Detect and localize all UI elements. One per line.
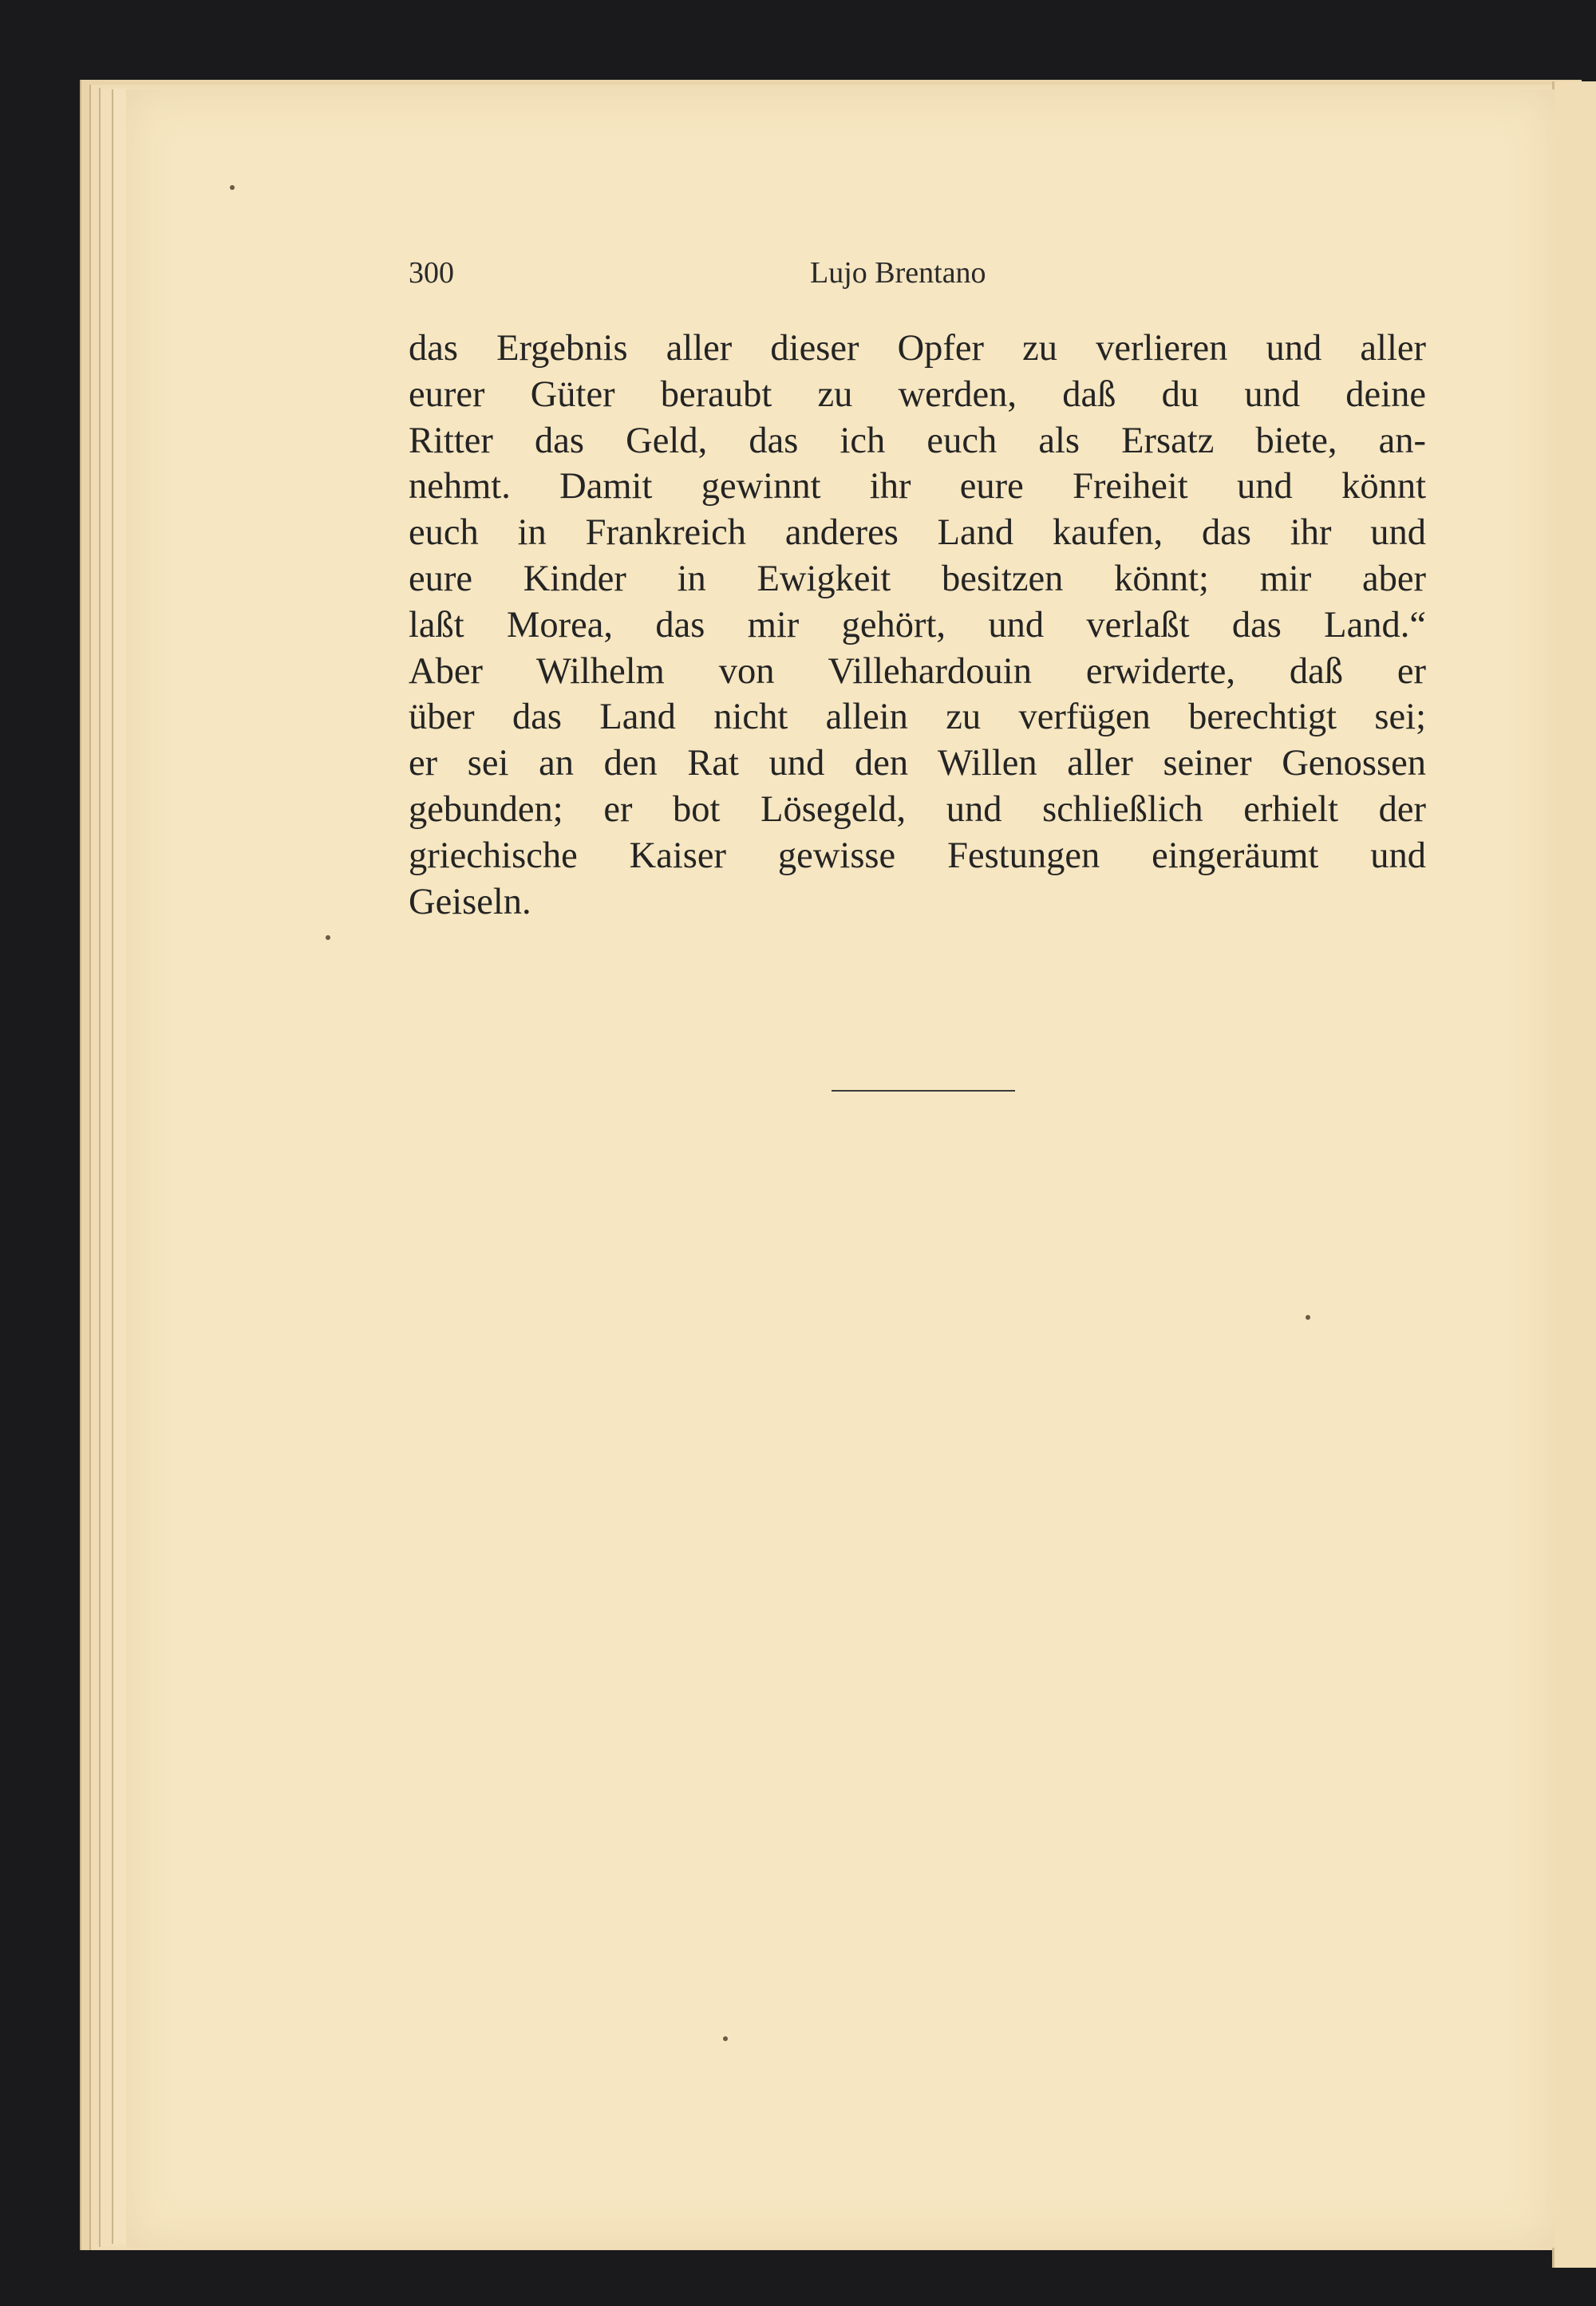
text-line: über das Land nicht allein zu verfügen berechtigt sei; [409,697,1426,738]
text-line: er sei an den Rat und den Willen aller seiner Genossen [409,743,1426,784]
text-line: Aber Wilhelm von Villehardouin erwiderte, daß er [409,650,1426,692]
text-line: Ritter das Geld, das ich euch als Ersatz biete, an- [409,420,1426,461]
page-number: 300 [409,256,454,290]
paper-speck [326,935,330,940]
text-line: laßt Morea, das mir gehört, und verlaßt das Land.“ [409,604,1426,646]
text-line: Geiseln. [409,881,531,922]
paper-speck [723,2036,728,2041]
section-end-rule [832,1090,1015,1092]
text-line: euch in Frankreich anderes Land kaufen, das ihr und [409,512,1426,554]
paper-speck [230,185,235,190]
text-line: gebunden; er bot Lösegeld, und schließlich erhielt der [409,788,1426,830]
paper-speck [1306,1315,1310,1320]
running-head-author: Lujo Brentano [810,256,986,290]
text-line: eure Kinder in Ewigkeit besitzen könnt; mir aber [409,558,1426,599]
text-line: das Ergebnis aller dieser Opfer zu verlieren und aller [409,328,1426,369]
body-paragraph [409,326,1426,925]
text-line: nehmt. Damit gewinnt ihr eure Freiheit und könnt [409,466,1426,507]
facing-page-edge [1552,81,1596,2268]
running-head [409,255,1430,303]
text-line: griechische Kaiser gewisse Festungen eingeräumt und [409,835,1426,876]
text-line: eurer Güter beraubt zu werden, daß du und deine [409,373,1426,415]
